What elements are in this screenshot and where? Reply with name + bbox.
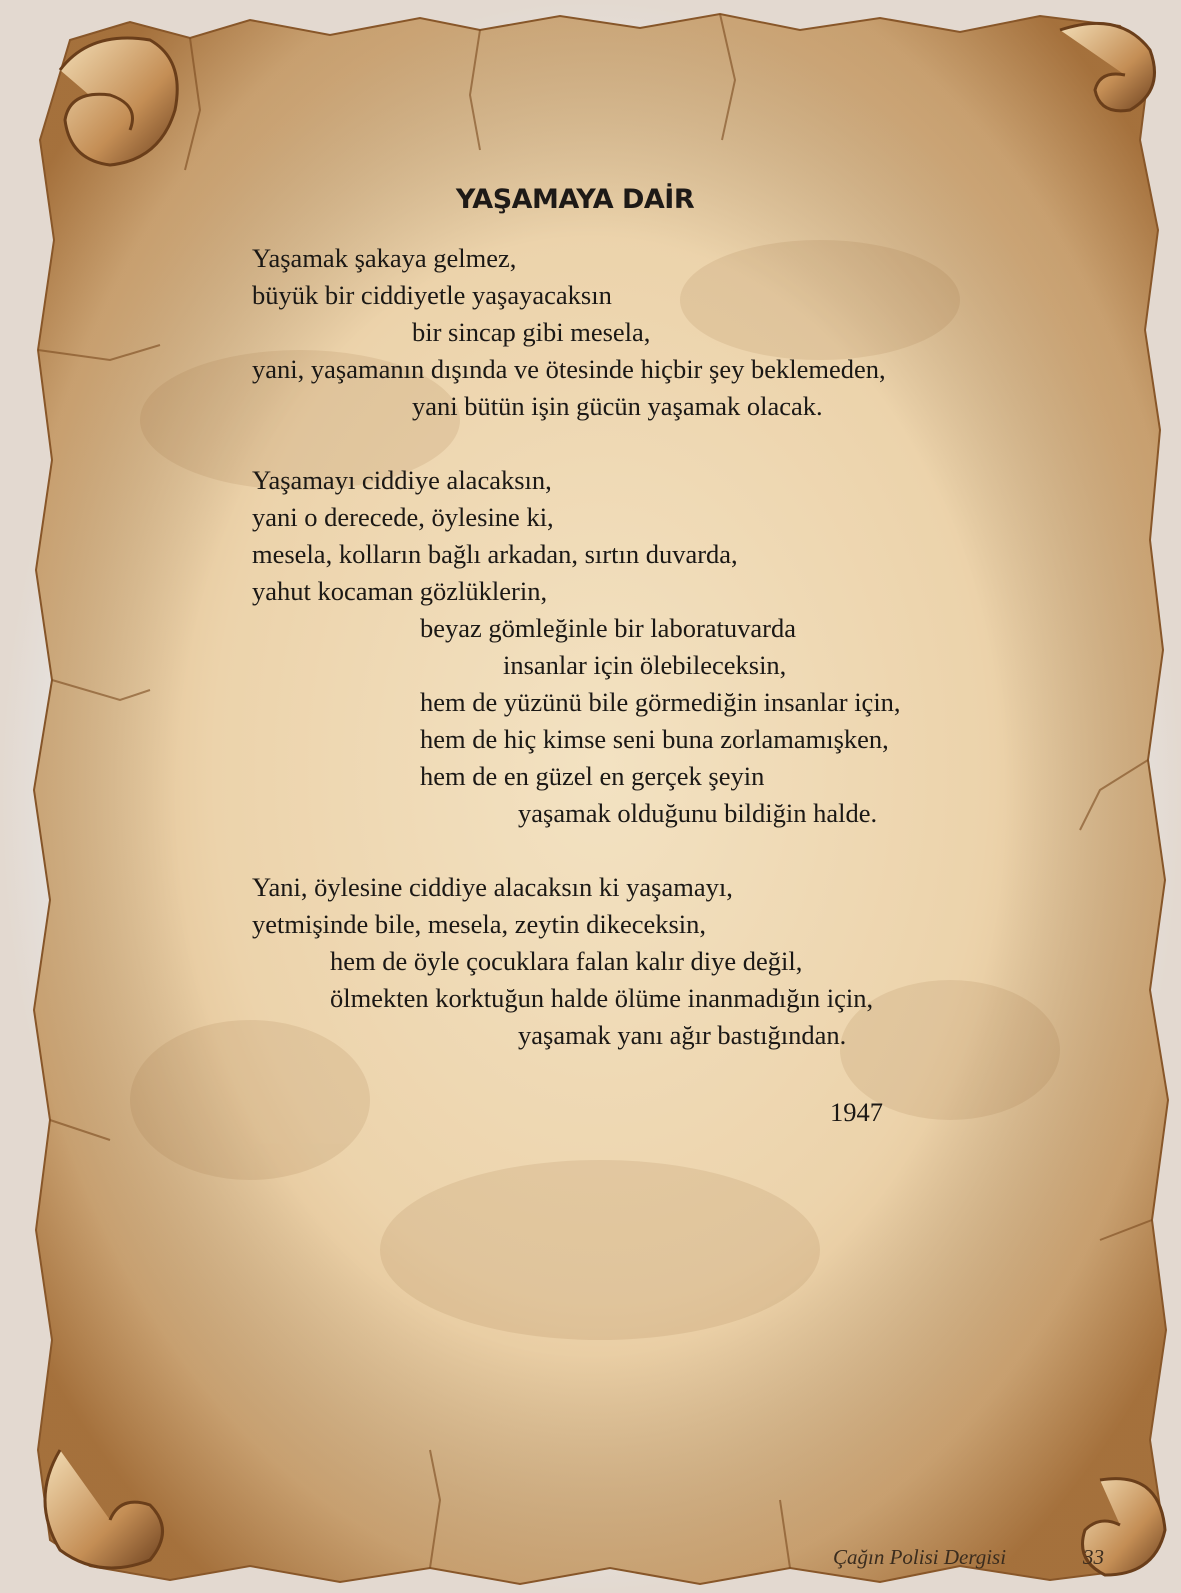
poem-line: Yaşamayı ciddiye alacaksın, <box>252 465 552 495</box>
poem-line: yani, yaşamanın dışında ve ötesinde hiçbir şey beklemeden, <box>252 354 886 384</box>
poem-line: hem de öyle çocuklara falan kalır diye değil, <box>330 946 803 976</box>
poem-line: Yani, öylesine ciddiye alacaksın ki yaşamayı, <box>252 872 733 902</box>
poem-year: 1947 <box>830 1097 883 1127</box>
poem-line: büyük bir ciddiyetle yaşayacaksın <box>252 280 612 310</box>
poem-line: yetmişinde bile, mesela, zeytin dikeceksin, <box>252 909 707 939</box>
poem-title: YAŞAMAYA DAİR <box>455 184 695 215</box>
poem-line: beyaz gömleğinle bir laboratuvarda <box>420 613 796 643</box>
poem-line: ölmekten korktuğun halde ölüme inanmadığın için, <box>330 983 874 1013</box>
poem-line: bir sincap gibi mesela, <box>412 317 651 347</box>
poem-line: yani o derecede, öylesine ki, <box>252 502 554 532</box>
poem-line: Yaşamak şakaya gelmez, <box>252 243 517 273</box>
poem-line: insanlar için ölebileceksin, <box>503 650 787 680</box>
magazine-name: Çağın Polisi Dergisi <box>833 1545 1007 1569</box>
poem-line: mesela, kolların bağlı arkadan, sırtın duvarda, <box>252 539 738 569</box>
page-number: 33 <box>1083 1545 1104 1569</box>
poem-line: hem de hiç kimse seni buna zorlamamışken, <box>420 724 889 754</box>
poem-line: yahut kocaman gözlüklerin, <box>252 576 548 606</box>
poem-line: yani bütün işin gücün yaşamak olacak. <box>412 391 823 421</box>
poem-line: hem de yüzünü bile görmediğin insanlar için, <box>420 687 901 717</box>
poem-line: yaşamak yanı ağır bastığından. <box>518 1020 847 1050</box>
poem-line: yaşamak olduğunu bildiğin halde. <box>518 798 878 828</box>
poem-line: hem de en güzel en gerçek şeyin <box>420 761 765 791</box>
